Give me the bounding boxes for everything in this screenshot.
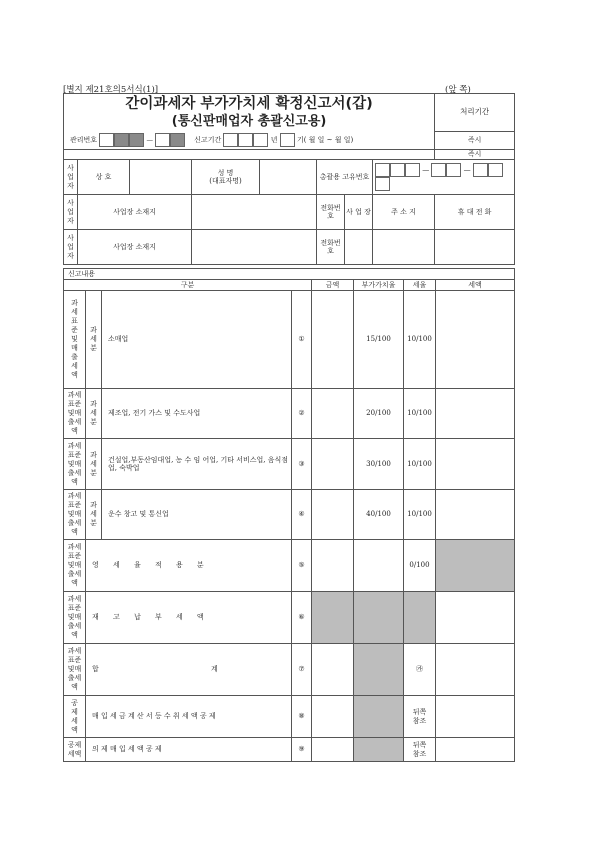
business-side-2: 사 업 자 <box>64 195 78 230</box>
tax-amount-cell[interactable] <box>436 738 515 762</box>
phone-label-2: 전화번호 <box>317 230 345 265</box>
vat-rate <box>354 540 404 592</box>
report-content-label: 신고내용 <box>64 269 515 280</box>
mobile-label: 휴 대 전 화 <box>435 195 515 230</box>
mgmt-no-label: 관리번호 <box>70 136 98 145</box>
amount-shaded <box>312 592 354 644</box>
tax-rate: 10/100 <box>404 291 436 389</box>
unit-tax-no-label: 총괄용 고유번호 <box>317 160 373 195</box>
report-table <box>63 268 515 762</box>
amount-cell[interactable] <box>312 439 354 490</box>
row-side: 과세 표준 및매 출세 액 <box>64 490 86 540</box>
row-side: 공 제 세 액 <box>64 696 86 738</box>
table-row <box>64 738 515 762</box>
form-title <box>64 94 435 132</box>
row-num: ④ <box>292 490 312 540</box>
address-value[interactable] <box>192 195 317 230</box>
vat-rate-shaded <box>354 738 404 762</box>
business-side-3: 사 업 자 <box>64 230 78 265</box>
amount-cell[interactable] <box>312 696 354 738</box>
tax-amount-cell[interactable] <box>436 696 515 738</box>
col-category: 구분 <box>64 280 312 291</box>
name-label: 성 명 <box>217 168 234 177</box>
residence-label: 주 소 지 <box>373 195 435 230</box>
tax-rate: 10/100 <box>404 439 436 490</box>
tax-rate-shaded <box>404 592 436 644</box>
row-num: ⑥ <box>292 592 312 644</box>
tax-amount-cell[interactable] <box>436 439 515 490</box>
table-row <box>64 389 515 439</box>
row-side: 과세 표준 및매 출세 액 <box>64 389 86 439</box>
row-num: ⑦ <box>292 644 312 696</box>
tax-amount-cell[interactable] <box>436 644 515 696</box>
table-row <box>64 696 515 738</box>
amount-cell[interactable] <box>312 490 354 540</box>
row-num: ⑧ <box>292 696 312 738</box>
row-desc: 운수 창고 및 통신업 <box>102 490 292 540</box>
tax-amount-cell[interactable] <box>436 490 515 540</box>
tax-amount-cell[interactable] <box>436 592 515 644</box>
header-table <box>63 93 515 265</box>
amount-cell[interactable] <box>312 540 354 592</box>
vat-rate: 15/100 <box>354 291 404 389</box>
taxno-box-7[interactable] <box>488 163 503 177</box>
tax-rate: 10/100 <box>404 389 436 439</box>
taxno-box-5[interactable] <box>446 163 461 177</box>
mgmt-box-3[interactable] <box>129 133 144 147</box>
table-row <box>64 490 515 540</box>
row-side: 과세 표준 및매 출세 액 <box>64 644 86 696</box>
name-label-cell <box>192 160 260 195</box>
year-label: 년 <box>270 136 278 145</box>
form-id: [별지 제21호의5서식(1)] <box>63 85 159 95</box>
row-num: ① <box>292 291 312 389</box>
col-tax-amount: 세액 <box>436 280 515 291</box>
title-line-1: 간이과세자 부가가치세 확정신고서(갑) <box>125 96 373 113</box>
row-desc: 재 고 납 부 세 액 <box>86 592 292 644</box>
address-label-2: 사업장 소재지 <box>78 230 192 265</box>
row-num: ② <box>292 389 312 439</box>
period-box[interactable] <box>280 133 295 147</box>
row-side: 과세 표준 및매 출세 액 <box>64 439 86 490</box>
mgmt-box-1[interactable] <box>99 133 114 147</box>
row-desc: 소매업 <box>102 291 292 389</box>
row-side: 공제 세액 <box>64 738 86 762</box>
workplace-value[interactable] <box>345 230 373 265</box>
business-side-1: 사 업 자 <box>64 160 78 195</box>
col-tax-rate: 세율 <box>404 280 436 291</box>
vat-rate: 30/100 <box>354 439 404 490</box>
tax-amount-shaded <box>436 540 515 592</box>
row-sub: 과 세 분 <box>86 439 102 490</box>
table-row <box>64 592 515 644</box>
period-text: 기( 월 일 ~ 월 일) <box>296 136 354 145</box>
amount-cell[interactable] <box>312 389 354 439</box>
year-box-1[interactable] <box>223 133 238 147</box>
name-value[interactable] <box>260 160 317 195</box>
vat-rate-shaded <box>354 644 404 696</box>
processing-immediate-2: 즉시 <box>435 150 515 160</box>
taxno-box-4[interactable] <box>431 163 446 177</box>
row-side: 과세 표준 및매 출세 액 <box>64 540 86 592</box>
tax-rate: 뒤쪽 참조 <box>404 696 436 738</box>
row-desc: 영 세 율 적 용 분 <box>86 540 292 592</box>
phone-label: 전화번호 <box>317 195 345 230</box>
year-box-3[interactable] <box>253 133 268 147</box>
tax-rate: 뒤쪽 참조 <box>404 738 436 762</box>
processing-period-label: 처리기간 <box>435 94 515 132</box>
table-row <box>64 291 515 389</box>
amount-cell[interactable] <box>312 738 354 762</box>
address-label: 사업장 소재지 <box>78 195 192 230</box>
row-sub: 과 세 분 <box>86 490 102 540</box>
table-row <box>64 540 515 592</box>
report-period-label: 신고기간 <box>194 136 222 145</box>
trade-name-value[interactable] <box>130 160 192 195</box>
row-sub: 과 세 분 <box>86 291 102 389</box>
taxno-box-2[interactable] <box>390 163 405 177</box>
mgmt-box-2[interactable] <box>114 133 129 147</box>
year-box-2[interactable] <box>238 133 253 147</box>
table-row <box>64 644 515 696</box>
name-sub-label: (대표자명) <box>209 177 242 185</box>
col-amount: 금액 <box>312 280 354 291</box>
unit-tax-no-field[interactable]: — — <box>373 160 515 195</box>
row-desc: 제조업, 전기 가스 및 수도사업 <box>102 389 292 439</box>
address-value-2[interactable] <box>192 230 317 265</box>
row-desc: 매 입 세 금 계 산 서 등 수 취 세 액 공 제 <box>86 696 292 738</box>
tax-amount-cell[interactable] <box>436 291 515 389</box>
row-num: ⑨ <box>292 738 312 762</box>
row-desc: 건설업,부동산임대업, 농 수 임 어업, 기타 서비스업, 음식점업, 숙박업 <box>102 439 292 490</box>
title-line-2: (통신판매업자 총괄신고용) <box>171 113 327 129</box>
taxno-box-1[interactable] <box>375 163 390 177</box>
row-side: 과 세 표 준 및 매 출 세 액 <box>64 291 86 389</box>
row-side: 과세 표준 및매 출세 액 <box>64 592 86 644</box>
trade-name-label: 상 호 <box>78 160 130 195</box>
mgmt-dash: — <box>146 136 154 145</box>
col-vat-rate: 부가가치율 <box>354 280 404 291</box>
amount-cell[interactable] <box>312 291 354 389</box>
vat-rate: 40/100 <box>354 490 404 540</box>
vat-rate-shaded <box>354 592 404 644</box>
tax-amount-cell[interactable] <box>436 389 515 439</box>
mgmt-box-5[interactable] <box>170 133 185 147</box>
row-num: ③ <box>292 439 312 490</box>
processing-immediate-1: 즉시 <box>435 132 515 150</box>
taxno-box-6[interactable] <box>473 163 488 177</box>
tax-rate: 10/100 <box>404 490 436 540</box>
row-desc: 합 계 <box>86 644 292 696</box>
row-num: ⑤ <box>292 540 312 592</box>
page-side: (앞 쪽) <box>445 85 471 95</box>
taxno-box-3[interactable] <box>405 163 420 177</box>
table-row <box>64 439 515 490</box>
row-desc: 의 제 매 입 세 액 공 제 <box>86 738 292 762</box>
vat-rate: 20/100 <box>354 389 404 439</box>
tax-rate: 0/100 <box>404 540 436 592</box>
workplace-label: 사 업 장 <box>345 195 373 230</box>
residence-value[interactable] <box>373 230 435 265</box>
amount-cell[interactable] <box>312 644 354 696</box>
row-sub: 과 세 분 <box>86 389 102 439</box>
mobile-value[interactable] <box>435 230 515 265</box>
mgmt-box-4[interactable] <box>155 133 170 147</box>
vat-rate-shaded <box>354 696 404 738</box>
tax-rate: ㉮ <box>404 644 436 696</box>
taxno-box-8[interactable] <box>375 177 390 191</box>
mgmt-row <box>64 132 435 150</box>
